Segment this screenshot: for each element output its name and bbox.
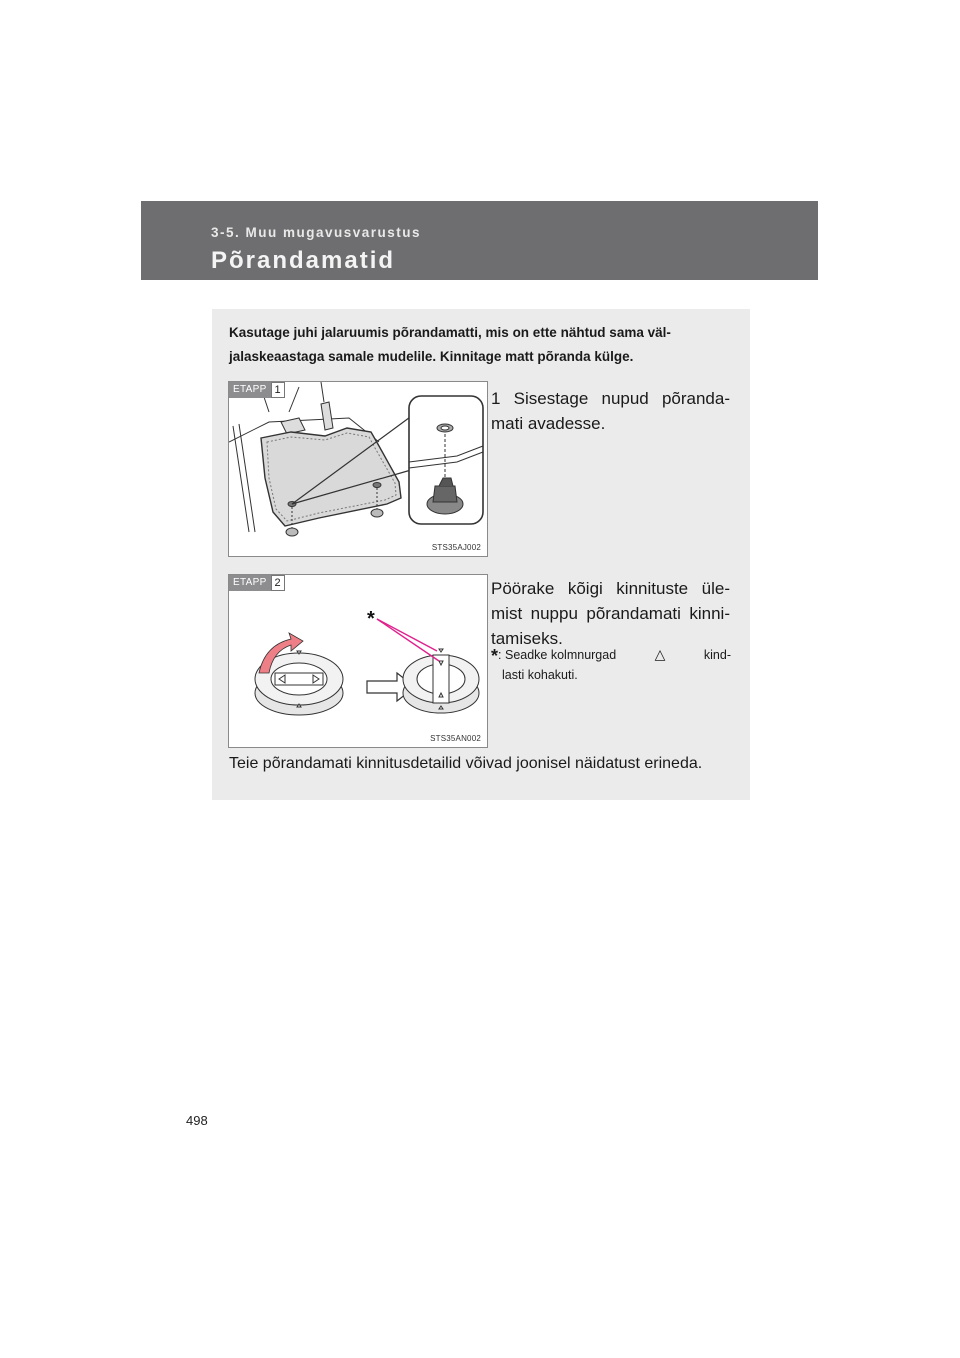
- note-text-part1: Seadke kolmnurgad: [504, 648, 617, 662]
- figure-code: STS35AN002: [430, 734, 481, 743]
- step-badge-number: 2: [271, 575, 285, 591]
- figure-code: STS35AJ002: [431, 543, 481, 552]
- instruction-panel: [212, 309, 750, 800]
- note-asterisk: *: [491, 646, 499, 666]
- note-text-part2: kind-: [703, 648, 731, 662]
- step-2-figure: [228, 574, 488, 748]
- step-1-text: 1 Sisestage nupud põranda-mati avadesse.: [491, 389, 730, 433]
- note-colon: :: [498, 648, 502, 662]
- footer-note: Teie põrandamati kinnitusdetailid võivad joonisel näidatust erineda.: [229, 755, 703, 772]
- step-2-badge: [229, 575, 285, 591]
- chapter-header-band: [141, 201, 818, 280]
- triangle-icon: △: [654, 646, 666, 662]
- page-number: 498: [186, 1113, 208, 1128]
- step-1-figure: [228, 381, 488, 557]
- step-badge-label: ETAPP: [229, 575, 271, 591]
- floor-mat-illustration: [229, 382, 487, 556]
- fastener-rotation-illustration: [229, 575, 487, 747]
- asterisk-note: [491, 645, 731, 685]
- intro-text: Kasutage juhi jalaruumis põrandamatti, mis on ette nähtud sama väl-jalaskeaastaga samale mudelile. Kinnitage matt põranda külge.: [229, 325, 671, 364]
- step-2-text: Pöörake kõigi kinnituste üle-mist nuppu põrandamati kinni-tamiseks.: [491, 579, 730, 648]
- figure-asterisk-marker: *: [367, 608, 375, 630]
- page-title: Põrandamatid: [211, 247, 396, 274]
- step-1-badge: [229, 382, 285, 398]
- note-text-part3: lasti kohakuti.: [502, 668, 578, 682]
- step-badge-label: ETAPP: [229, 382, 271, 398]
- section-label: 3-5. Muu mugavusvarustus: [211, 225, 422, 240]
- step-badge-number: 1: [271, 382, 285, 398]
